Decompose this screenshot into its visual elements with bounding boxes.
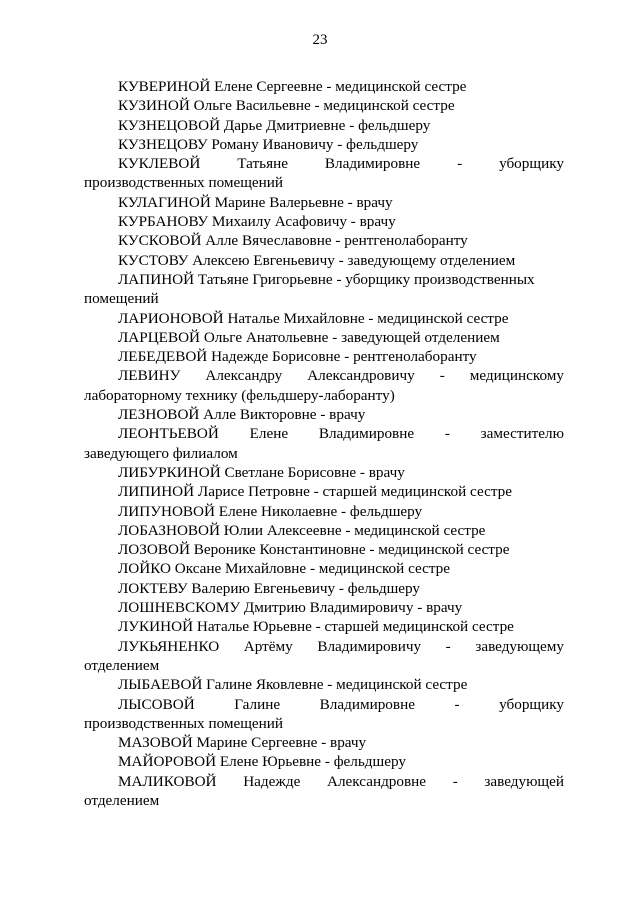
entry-first-line: ЛАПИНОЙ Татьяне Григорьевне - уборщику производственных: [118, 270, 535, 288]
entry-first-line: [84, 424, 564, 443]
entry-continuation-line: заведующего филиалом: [84, 444, 238, 462]
entry-word: МАЛИКОВОЙ: [118, 772, 217, 790]
list-item: [84, 328, 564, 347]
list-item: [84, 559, 564, 578]
list-item: [84, 617, 564, 636]
entry-first-line: ЛОШНЕВСКОМУ Дмитрию Владимировичу - врачу: [118, 599, 463, 617]
entry-word: Александровичу: [307, 367, 415, 385]
entry-word: -: [452, 772, 458, 790]
entry-first-line: [84, 695, 564, 714]
entry-first-line: КУСКОВОЙ Алле Вячеславовне - рентгенолаборанту: [118, 232, 468, 250]
list-item: [84, 347, 564, 366]
entry-word: заведующему: [475, 637, 564, 655]
entry-first-line: ЛЕБЕДЕВОЙ Надежде Борисовне - рентгенолаборанту: [118, 348, 477, 366]
entry-word: Владимировне: [324, 155, 421, 173]
list-item: [84, 366, 564, 405]
list-item: [84, 675, 564, 694]
entry-first-line: [84, 637, 564, 656]
list-item: [84, 135, 564, 154]
list-item: [84, 540, 564, 559]
entry-word: ЛУКЬЯНЕНКО: [118, 637, 220, 655]
entry-continuation-line: производственных помещений: [84, 714, 284, 732]
list-item: [84, 772, 564, 811]
list-item: [84, 637, 564, 676]
entry-first-line: ЛОКТЕВУ Валерию Евгеньевичу - фельдшеру: [118, 579, 421, 597]
list-item: [84, 309, 564, 328]
list-item: [84, 116, 564, 135]
entry-word: -: [439, 367, 445, 385]
entry-first-line: ЛИБУРКИНОЙ Светлане Борисовне - врачу: [118, 463, 405, 481]
list-item: [84, 598, 564, 617]
list-item: [84, 154, 564, 193]
entry-word: Артёму: [243, 637, 293, 655]
list-item: [84, 193, 564, 212]
entry-word: Александру: [205, 367, 283, 385]
list-item: [84, 695, 564, 734]
list-item: [84, 733, 564, 752]
entry-word: Татьяне: [237, 155, 288, 173]
entry-first-line: КУСТОВУ Алексею Евгеньевичу - заведующему отделением: [118, 251, 516, 269]
list-item: [84, 521, 564, 540]
entry-first-line: ЛИПУНОВОЙ Елене Николаевне - фельдшеру: [118, 502, 423, 520]
entry-word: ЛЕОНТЬЕВОЙ: [118, 425, 219, 443]
entry-word: -: [444, 425, 450, 443]
entry-word: заведующей: [484, 772, 564, 790]
entry-first-line: ЛЕЗНОВОЙ Алле Викторовне - врачу: [118, 406, 366, 424]
entry-word: -: [445, 637, 451, 655]
entry-first-line: КУЗНЕЦОВУ Роману Ивановичу - фельдшеру: [118, 135, 419, 153]
entry-first-line: ЛИПИНОЙ Ларисе Петровне - старшей медицинской сестре: [118, 483, 513, 501]
list-item: [84, 502, 564, 521]
entry-word: Александровне: [326, 772, 427, 790]
entry-word: уборщику: [499, 155, 564, 173]
page-number: 23: [312, 32, 328, 48]
entry-first-line: ЛУКИНОЙ Наталье Юрьевне - старшей медицинской сестре: [118, 618, 514, 636]
entry-first-line: КУЛАГИНОЙ Марине Валерьевне - врачу: [118, 193, 393, 211]
list-item: [84, 270, 564, 309]
entry-continuation-line: лабораторному технику (фельдшеру-лаборанту): [84, 386, 395, 404]
list-item: [84, 96, 564, 115]
entry-first-line: [84, 772, 564, 791]
entry-first-line: МАЙОРОВОЙ Елене Юрьевне - фельдшеру: [118, 753, 406, 771]
entry-word: КУКЛЕВОЙ: [118, 155, 201, 173]
entry-word: ЛЕВИНУ: [118, 367, 181, 385]
entry-word: Надежде: [243, 772, 301, 790]
list-item: [84, 482, 564, 501]
entry-word: Галине: [234, 695, 281, 713]
entry-first-line: КУЗИНОЙ Ольге Васильевне - медицинской сестре: [118, 97, 455, 115]
entry-word: уборщику: [499, 695, 564, 713]
entry-first-line: [84, 154, 564, 173]
list-item: [84, 231, 564, 250]
entry-first-line: ЛЫБАЕВОЙ Галине Яковлевне - медицинской сестре: [118, 676, 468, 694]
list-item: [84, 463, 564, 482]
entry-continuation-line: производственных помещений: [84, 174, 284, 192]
entry-word: Владимировне: [319, 695, 415, 713]
list-item: [84, 212, 564, 231]
list-item: [84, 579, 564, 598]
entry-first-line: ЛАРЦЕВОЙ Ольге Анатольевне - заведующей отделением: [118, 328, 500, 346]
personnel-list: [84, 77, 564, 810]
entry-continuation-line: отделением: [84, 656, 160, 674]
entry-word: Владимировне: [318, 425, 415, 443]
entry-first-line: ЛОЗОВОЙ Веронике Константиновне - медицинской сестре: [118, 541, 510, 559]
entry-word: Владимировичу: [317, 637, 422, 655]
entry-word: -: [457, 155, 463, 173]
entry-first-line: КУВЕРИНОЙ Елене Сергеевне - медицинской сестре: [118, 78, 467, 95]
entry-first-line: [84, 366, 564, 385]
entry-first-line: ЛАРИОНОВОЙ Наталье Михайловне - медицинской сестре: [118, 309, 509, 327]
entry-continuation-line: помещений: [84, 290, 159, 308]
entry-first-line: МАЗОВОЙ Марине Сергеевне - врачу: [118, 734, 367, 752]
entry-first-line: КУРБАНОВУ Михаилу Асафовичу - врачу: [118, 213, 396, 231]
entry-first-line: ЛОБАЗНОВОЙ Юлии Алексеевне - медицинской сестре: [118, 521, 486, 539]
list-item: [84, 424, 564, 463]
list-item: [84, 251, 564, 270]
entry-word: -: [454, 695, 460, 713]
entry-continuation-line: отделением: [84, 791, 160, 809]
list-item: [84, 77, 564, 96]
entry-word: ЛЫСОВОЙ: [118, 695, 195, 713]
list-item: [84, 405, 564, 424]
list-item: [84, 752, 564, 771]
entry-first-line: КУЗНЕЦОВОЙ Дарье Дмитриевне - фельдшеру: [118, 116, 431, 134]
entry-word: Елене: [249, 425, 289, 443]
entry-word: медицинскому: [469, 367, 564, 385]
entry-word: заместителю: [480, 425, 564, 443]
entry-first-line: ЛОЙКО Оксане Михайловне - медицинской сестре: [118, 560, 451, 578]
